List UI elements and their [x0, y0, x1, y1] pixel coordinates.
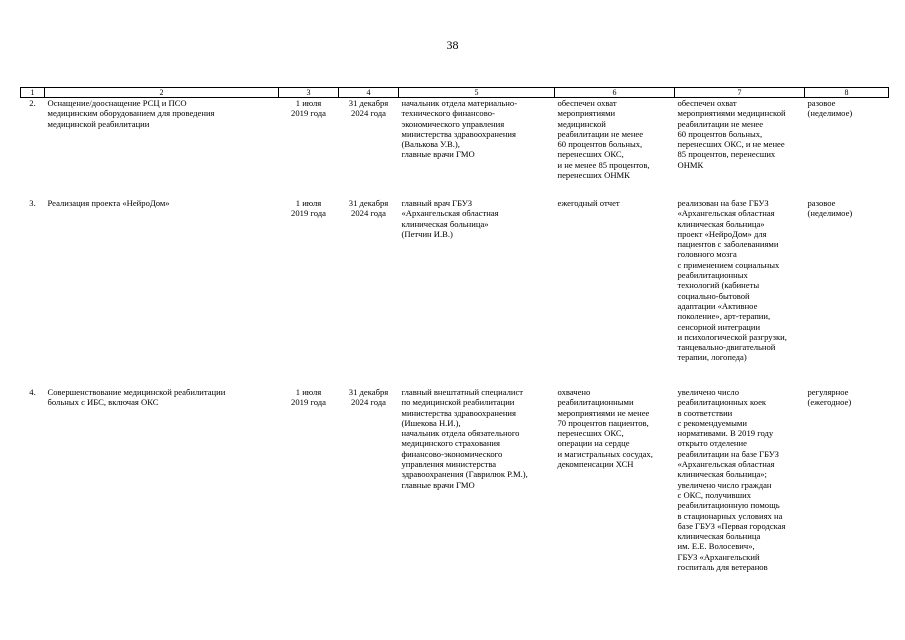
result: увеличено число реабилитационных коек в соответствии с рекомендуемыми нормативами. В 2019 году открыто отделение реабилитации на базе ГБУЗ «Архангельская областная клиническая больница»; увеличено число граждан с ОКС, получивших реабилитационную помощь в стационарных условиях на базе ГБУЗ «Первая городская клиническая больница им. Е.Е. Волосевич», ГБУЗ «Архангельский госпиталь для ветеранов	[677, 387, 786, 573]
measures-table	[20, 87, 889, 607]
row-number: 4.	[29, 387, 36, 397]
responsible: главный внештатный специалист по медицинской реабилитации министерства здравоохранения (Ишекова Н.И.), начальник отдела обязательного медицинского страхования финансово-экономического управления министерства здравоохранения (Гаврилюк Р.М.), главные врачи ГМО	[401, 387, 528, 490]
result: обеспечен охват мероприятиями медицинской реабилитации не менее 60 процентов больных, перенесших ОКС, и не менее 85 процентов, перенесших ОНМК	[677, 98, 786, 170]
end-date: 31 декабря 2024 года	[348, 387, 389, 408]
row-number: 2.	[29, 98, 36, 108]
indicator: ежегодный отчет	[557, 198, 620, 208]
column-number: 5	[399, 88, 555, 98]
column-number: 1	[21, 88, 45, 98]
end-date: 31 декабря 2024 года	[348, 98, 389, 119]
page-number: 38	[446, 38, 459, 52]
indicator: обеспечен охват мероприятиями медицинской реабилитации не менее 60 процентов больных, перенесших ОКС, и не менее 85 процентов, перенесших ОНМК	[557, 98, 650, 181]
event-type: разовое (неделимое)	[807, 198, 853, 219]
table-row	[21, 98, 889, 199]
table-row	[21, 198, 889, 387]
column-number-row	[21, 88, 889, 98]
column-number: 8	[805, 88, 889, 98]
indicator: охвачено реабилитационными мероприятиями не менее 70 процентов пациентов, перенесших ОКС, операции на сердце и магистральных сосудах, декомпенсации ХСН	[557, 387, 653, 470]
event-type: регулярное (ежегодное)	[807, 387, 852, 408]
measure-name: Оснащение/дооснащение РСЦ и ПСО медицинским оборудованием для проведения медицинской реабилитации	[47, 98, 215, 129]
measure-name: Совершенствование медицинской реабилитации больных с ИБС, включая ОКС	[47, 387, 226, 408]
table-row	[21, 387, 889, 607]
column-number: 3	[279, 88, 339, 98]
start-date: 1 июля 2019 года	[291, 98, 326, 119]
end-date: 31 декабря 2024 года	[348, 198, 389, 219]
row-number: 3.	[29, 198, 36, 208]
event-type: разовое (неделимое)	[807, 98, 853, 119]
responsible: главный врач ГБУЗ «Архангельская областная клиническая больница» (Петчин И.В.)	[401, 198, 499, 239]
column-number: 7	[675, 88, 805, 98]
result: реализован на базе ГБУЗ «Архангельская областная клиническая больница» проект «НейроДом» для пациентов с заболеваниями головного мозга с применением социальных реабилитационных технологий (кабинеты социально-бытовой адаптации «Активное поколение», арт-терапии, сенсорной интеграции и психологической разгрузки, танцевально-двигательной терапии, логопеда)	[677, 198, 787, 363]
column-number: 6	[555, 88, 675, 98]
start-date: 1 июля 2019 года	[291, 198, 326, 219]
measure-name: Реализация проекта «НейроДом»	[47, 198, 170, 208]
column-number: 4	[339, 88, 399, 98]
start-date: 1 июля 2019 года	[291, 387, 326, 408]
responsible: начальник отдела материально- технического финансово- экономического управления министерства здравоохранения (Валькова У.В.), главные врачи ГМО	[401, 98, 518, 160]
column-number: 2	[45, 88, 279, 98]
